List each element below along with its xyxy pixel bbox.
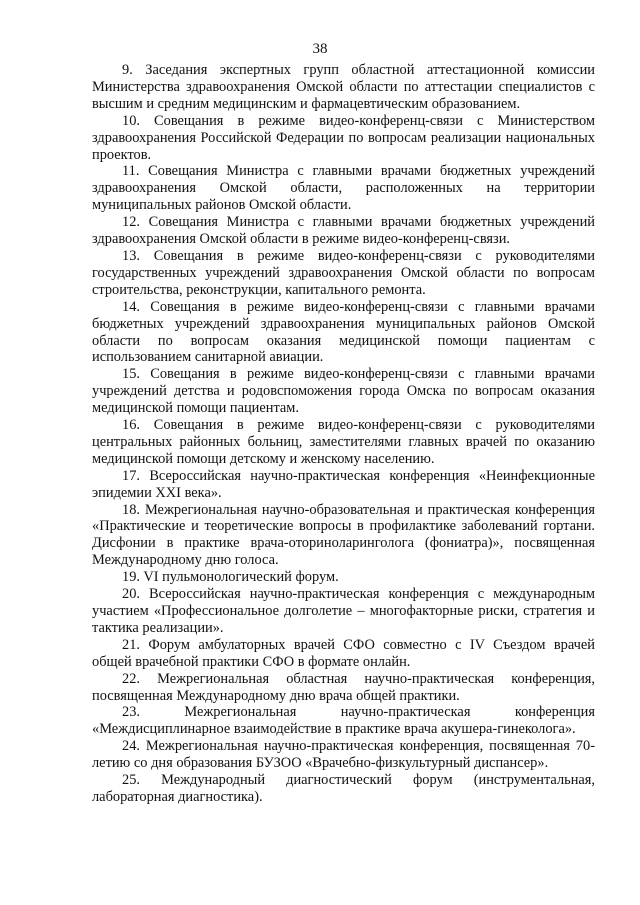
list-item: 23. Межрегиональная научно-практическая конференция «Междисциплинарное взаимодействие в практике врача акушера-гинеколога». — [92, 704, 595, 738]
list-item: 17. Всероссийская научно-практическая конференция «Неинфекционные эпидемии XXI века». — [92, 467, 595, 501]
list-item: 10. Совещания в режиме видео-конференц-связи с Министерством здравоохранения Российской Федерации по вопросам реализации национальных проектов. — [92, 112, 595, 163]
list-item: 9. Заседания экспертных групп областной аттестационной комиссии Министерства здравоохранения Омской области по аттестации специалистов с высшим и средним медицинским и фармацевтическим образованием. — [92, 62, 595, 112]
list-item: 15. Совещания в режиме видео-конференц-связи с главными врачами учреждений детства и родовспоможения города Омска по вопросам оказания медицинской помощи пациентам. — [92, 366, 595, 417]
list-item: 12. Совещания Министра с главными врачами бюджетных учреждений здравоохранения Омской области в режиме видео-конференц-связи. — [92, 214, 595, 248]
list-item: 21. Форум амбулаторных врачей СФО совместно с IV Съездом врачей общей врачебной практики СФО в формате онлайн. — [92, 636, 595, 670]
list-item: 14. Совещания в режиме видео-конференц-связи с главными врачами бюджетных учреждений здравоохранения муниципальных районов Омской области по вопросам оказания медицинской помощи пациентам с использованием санитарной авиации. — [92, 298, 595, 366]
list-item: 24. Межрегиональная научно-практическая конференция, посвященная 70-летию со дня образования БУЗОО «Врачебно-физкультурный диспансер». — [92, 738, 595, 772]
list-item: 22. Межрегиональная областная научно-практическая конференция, посвященная Международному дню врача общей практики. — [92, 670, 595, 704]
list-item: 20. Всероссийская научно-практическая конференция с международным участием «Профессиональное долголетие – многофакторные риски, стратегия и тактика реализации». — [92, 586, 595, 636]
event-list — [92, 62, 595, 806]
page-number: 38 — [312, 41, 328, 57]
list-item: 19. VI пульмонологический форум. — [122, 569, 339, 586]
list-item: 13. Совещания в режиме видео-конференц-связи с руководителями государственных учреждений здравоохранения Омской области по вопросам строительства, реконструкции, капитального ремонта. — [92, 247, 595, 298]
list-item: 25. Международный диагностический форум (инструментальная, лабораторная диагностика). — [92, 772, 595, 805]
list-item: 11. Совещания Министра с главными врачами бюджетных учреждений здравоохранения Омской области, расположенных на территории муниципальных районов Омской области. — [92, 163, 595, 214]
list-item: 16. Совещания в режиме видео-конференц-связи с руководителями центральных районных больниц, заместителями главных врачей по оказанию медицинской помощи детскому и женскому населению. — [92, 417, 595, 467]
list-item: 18. Межрегиональная научно-образовательная и практическая конференция «Практические и теоретические вопросы в профилактике заболеваний гортани. Дисфонии в практике врача-оториноларинголога (фониатра)», посвященная Международному дню голоса. — [92, 501, 595, 569]
